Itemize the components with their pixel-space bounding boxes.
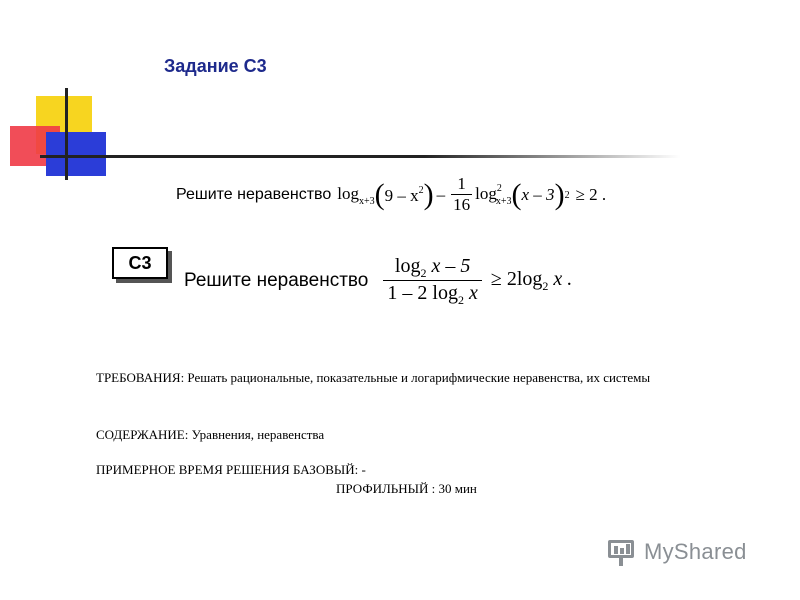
slide-title: Задание С3 <box>164 56 267 76</box>
decor-vertical-line <box>65 88 68 180</box>
task-label-box: С3 <box>112 247 168 279</box>
formula-1-lead: Решите неравенство <box>176 186 332 203</box>
inequality-formula-1: Решите неравенство $\log_{x+3}$ ( $9 - x^2$ ) – $\frac{1}{16}$ $\log^2_{x+3}$ ( x – 3 ) 2 ≥ 2 . <box>176 173 607 214</box>
formula-1-tail: ≥ 2 . <box>575 185 607 204</box>
fraction-1-16: $\frac{1}{16}$ <box>453 173 471 214</box>
decor-blue-square <box>46 132 106 176</box>
content-text: СОДЕРЖАНИЕ: Уравнения, неравенства <box>96 427 325 442</box>
formula-2-lead: Решите неравенство <box>184 270 369 291</box>
presentation-board-icon <box>606 536 638 568</box>
formula-2-rhs: ≥ $2\log_2$ x . <box>490 268 573 293</box>
inequality-formula-2 <box>184 254 572 308</box>
watermark-text: MyShared <box>644 539 747 564</box>
watermark <box>606 536 747 568</box>
decor-horizontal-line <box>40 155 680 158</box>
time-text: ПРИМЕРНОЕ ВРЕМЯ РЕШЕНИЯ БАЗОВЫЙ: - <box>96 462 366 477</box>
fraction-log: $\frac{\log_2 x - 5}{1 - 2 \log_2 x}$ <box>383 255 481 308</box>
profile-time-text: ПРОФИЛЬНЫЙ : 30 мин <box>336 481 477 496</box>
arg-2: x – 3 <box>521 185 555 204</box>
log-term: $\log_{x+3}$ <box>337 183 375 207</box>
requirements-text: ТРЕБОВАНИЯ: Решать рациональные, показательные и логарифмические неравенства, их системы <box>96 370 651 385</box>
arg-1: $9 - x^2$ <box>384 184 424 205</box>
log-squared-term: $\log^2_{x+3}$ <box>475 183 512 207</box>
